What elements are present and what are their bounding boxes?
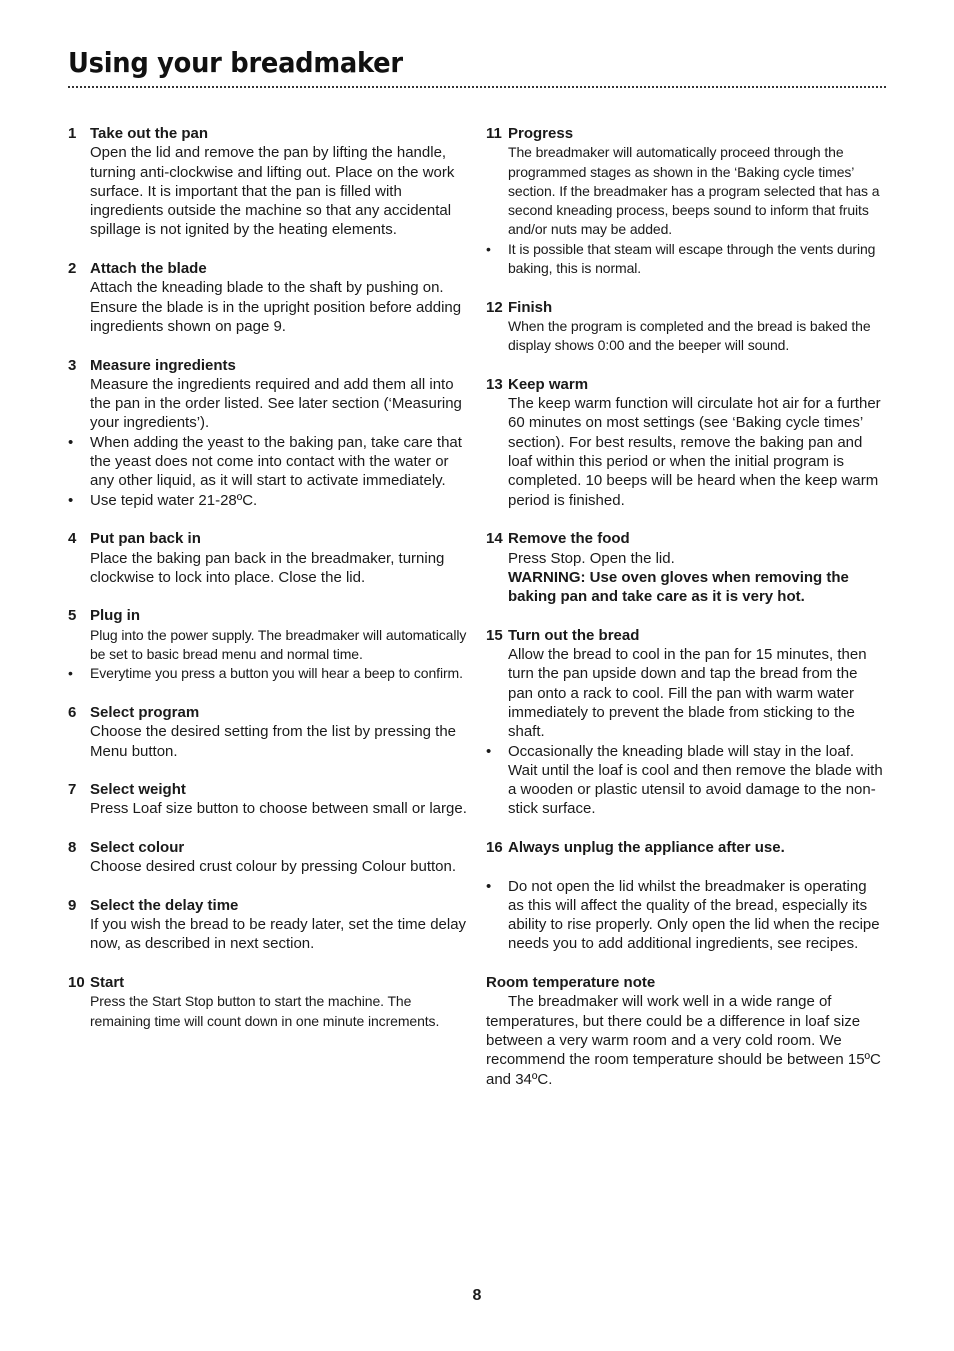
bullet-text: When adding the yeast to the baking pan, take care that the yeast does not come into contact with the water or any other liquid, as it will start to activate immediately. [90,433,462,490]
step-number: 7 [68,781,77,799]
step-number: 16 [486,838,503,856]
step-number: 11 [486,125,502,142]
step-number: 10 [68,974,85,992]
step-body: Press Loaf size button to choose between small or large. [90,800,467,818]
step-body: Attach the kneading blade to the shaft by pushing on. Ensure the blade is in the upright position before adding ingredients shown on page 9. [90,279,462,335]
step-body: Press Stop. Open the lid. [508,549,675,567]
step-15 [486,626,886,819]
step-16 [486,838,886,954]
step-heading: Select weight [90,781,186,799]
bullet-dot-icon: • [486,742,492,760]
step-heading: Finish [508,298,553,316]
bullet-item [68,491,468,510]
step-body: If you wish the bread to be ready later, set the time delay now, as described in next section. [90,916,467,953]
step-heading: Always unplug the appliance after use. [508,838,785,856]
bullet-text: Everytime you press a button you will hear a beep to confirm. [90,665,463,682]
bullet-text: It is possible that steam will escape through the vents during baking, this is normal. [508,240,876,277]
step-heading: Select program [90,703,200,721]
step-number: 8 [68,838,77,856]
step-heading: Remove the food [508,530,630,548]
step-4 [68,529,468,587]
bullet-dot-icon: • [486,240,491,257]
step-heading: Select the delay time [90,896,239,914]
step-number: 6 [68,703,77,721]
right-column [486,124,886,1108]
step-body: Press the Start Stop button to start the machine. The remaining time will count down in one minute increments. [90,993,440,1029]
step-body: Measure the ingredients required and add them all into the pan in the order listed. See later section (‘Measuring your ingredients’). [90,375,462,432]
step-body: Choose desired crust colour by pressing Colour button. [90,858,457,876]
step-11 [486,124,886,278]
step-body: Open the lid and remove the pan by lifting the handle, turning anti-clockwise and lifting out. Place on the work surface. It is important that the pan is filled with ingredients outside the machine so that any accidental spillage is not ignited by the heating elements. [90,144,455,239]
bullet-dot-icon: • [486,877,492,895]
step-heading: Progress [508,125,574,142]
step-body: Plug into the power supply. The breadmaker will automatically be set to basic bread menu and normal time. [90,626,467,663]
room-temperature-note [486,973,886,1089]
step-number: 12 [486,298,503,316]
step-number: 4 [68,530,77,548]
step-number: 1 [68,125,77,142]
bullet-dot-icon: • [68,433,74,451]
bullet-dot-icon: • [68,491,74,509]
bullet-item [486,877,886,954]
step-3 [68,356,468,510]
step-heading: Keep warm [508,375,589,393]
bullet-dot-icon: • [68,665,73,682]
step-6 [68,703,468,761]
step-heading: Start [90,974,125,992]
bullet-item [68,433,468,491]
step-14 [486,529,886,606]
bullet-text: Do not open the lid whilst the breadmaker is operating as this will affect the quality of the bread, especially its ability to rise properly. Only open the lid when the recipe needs you to add additional ingredients, see recipes. [508,877,880,953]
bullet-item [68,664,468,683]
step-13 [486,375,886,510]
page-number: 8 [472,1287,482,1304]
step-body: The keep warm function will circulate hot air for a further 60 minutes on most settings (see ‘Baking cycle times’ section). For best results, remove the baking pan and loaf within this period or when the initial program is completed. 10 beeps will be heard when the keep warm period is finished. [508,395,881,509]
step-body: Allow the bread to cool in the pan for 15 minutes, then turn the pan upside down and tap the bread from the pan onto a rack to cool. Fill the pan with warm water immediately to prevent the blade from sticking to the shaft. [508,646,867,741]
step-body: When the program is completed and the bread is baked the display shows 0:00 and the beeper will sound. [508,317,871,354]
step-number: 13 [486,375,503,393]
step-number: 5 [68,607,77,625]
step-body: Place the baking pan back in the breadmaker, turning clockwise to lock into place. Close the lid. [90,549,445,586]
step-number: 14 [486,530,503,548]
step-5 [68,606,468,683]
step-number: 3 [68,356,77,374]
step-10 [68,973,468,1031]
step-heading: Measure ingredients [90,356,236,374]
step-12 [486,298,886,356]
step-heading: Select colour [90,838,185,856]
bullet-text: Use tepid water 21-28ºC. [90,491,258,509]
step-heading: Put pan back in [90,530,201,548]
step-1 [68,124,468,240]
step-8 [68,838,468,877]
bullet-item [486,742,886,819]
step-number: 15 [486,626,503,644]
step-2 [68,259,468,336]
warning-text: WARNING: Use oven gloves when removing the baking pan and take care as it is very hot. [508,568,849,606]
step-number: 9 [68,896,77,914]
step-heading: Plug in [90,607,140,625]
note-body: The breadmaker will work well in a wide range of temperatures, but there could be a difference in loaf size between a very warm room and a very cold room. We recommend the room temperature should be between 15ºC and 34ºC. [486,993,881,1088]
step-heading: Turn out the bread [508,626,640,644]
step-heading: Attach the blade [90,260,207,278]
title-divider [68,86,886,88]
step-heading: Take out the pan [90,125,209,142]
page-title: Using your breadmaker [68,46,403,79]
step-body: Choose the desired setting from the list by pressing the Menu button. [90,723,457,760]
bullet-text: Occasionally the kneading blade will stay in the loaf. Wait until the loaf is cool and then remove the blade with a wooden or plastic utensil to avoid damage to the non-stick surface. [508,742,883,818]
bullet-item [486,240,886,279]
step-body: The breadmaker will automatically proceed through the programmed stages as shown in the ‘Baking cycle times’ section. If the breadmaker has a program selected that has a second kneading process, beeps sound to inform that fruits and/or nuts may be added. [508,144,880,238]
step-number: 2 [68,260,77,278]
step-9 [68,896,468,954]
left-column [68,124,468,1050]
note-heading: Room temperature note [486,974,656,992]
step-7 [68,780,468,819]
